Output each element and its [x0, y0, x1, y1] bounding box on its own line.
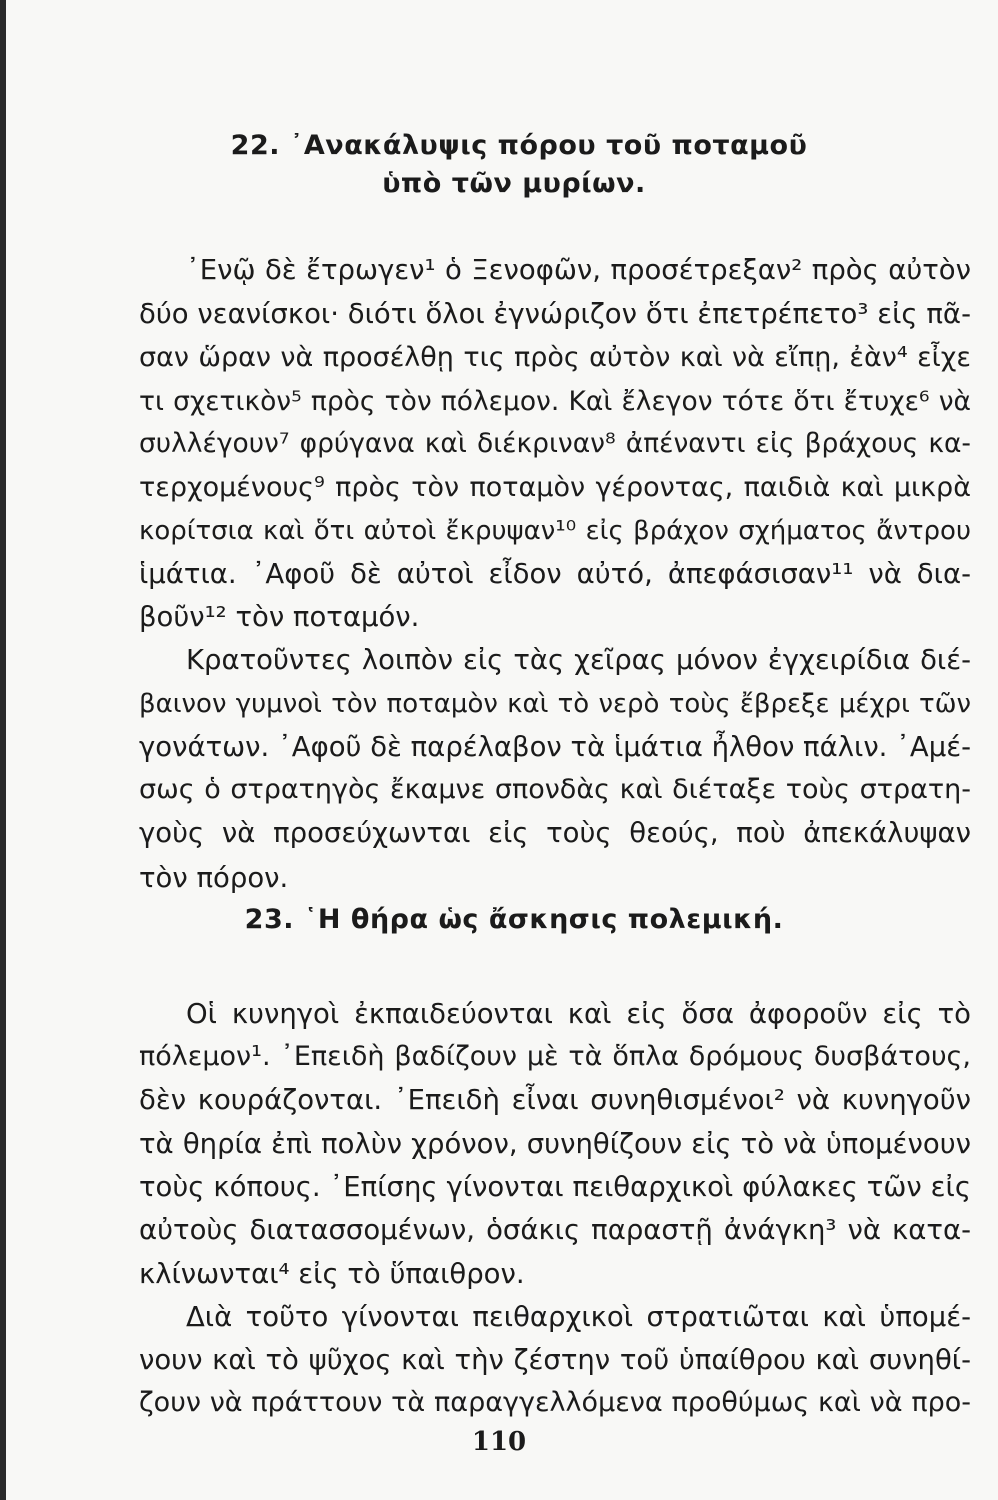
text-line: Διὰ τοῦτο γίνονται πειθαρχικοὶ στρατιῶται καὶ ὑπομέ- — [186, 1301, 971, 1333]
text-line: κλίνωνται⁴ εἰς τὸ ὕπαιθρον. — [139, 1258, 525, 1290]
text-line: βοῦν¹² τὸν ποταμόν. — [139, 601, 420, 633]
text-line: τερχομένους⁹ πρὸς τὸν ποταμὸν γέροντας, παιδιὰ καὶ μικρὰ — [139, 472, 971, 503]
text-line: σαν ὥραν νὰ προσέλθῃ τις πρὸς αὐτὸν καὶ νὰ εἴπῃ, ἐὰν⁴ εἶχε — [139, 342, 971, 373]
section-22-title-line-2: ὑπὸ τῶν μυρίων. — [382, 168, 646, 199]
text-line: δὲν κουράζονται. ᾿Επειδὴ εἶναι συνηθισμένοι² νὰ κυνηγοῦν — [139, 1084, 971, 1116]
text-line: αὐτοὺς διατασσομένων, ὁσάκις παραστῇ ἀνάγκη³ νὰ κατα- — [139, 1214, 971, 1246]
text-line: τι σχετικὸν⁵ πρὸς τὸν πόλεμον. Καὶ ἔλεγον τότε ὅτι ἔτυχε⁶ νὰ — [139, 386, 971, 417]
text-line: γοὺς νὰ προσεύχωνται εἰς τοὺς θεούς, ποὺ ἀπεκάλυψαν — [139, 817, 971, 849]
page-edge-shadow — [0, 0, 6, 1500]
text-line: νουν καὶ τὸ ψῦχος καὶ τὴν ζέστην τοῦ ὑπαίθρου καὶ συνηθί- — [139, 1344, 971, 1376]
text-line: πόλεμον¹. ᾿Επειδὴ βαδίζουν μὲ τὰ ὅπλα δρόμους δυσβάτους, — [139, 1041, 971, 1072]
section-22-title-line-1: 22. ᾿Ανακάλυψις πόρου τοῦ ποταμοῦ — [230, 130, 808, 161]
text-line: γονάτων. ᾿Αφοῦ δὲ παρέλαβον τὰ ἱμάτια ἦλθον πάλιν. ᾿Αμέ- — [139, 731, 972, 763]
text-line: ἱμάτια. ᾿Αφοῦ δὲ αὐτοὶ εἶδον αὐτό, ἀπεφάσισαν¹¹ νὰ δια- — [139, 558, 971, 590]
text-line: δύο νεανίσκοι· διότι ὅλοι ἐγνώριζον ὅτι ἐπετρέπετο³ εἰς πᾶ- — [139, 298, 971, 330]
text-line: Κρατοῦντες λοιπὸν εἰς τὰς χεῖρας μόνον ἐγχειρίδια διέ- — [186, 644, 971, 676]
text-line: ζουν νὰ πράττουν τὰ παραγγελλόμενα προθύμως καὶ νὰ προ- — [139, 1387, 971, 1418]
text-line: τὰ θηρία ἐπὶ πολὺν χρόνον, συνηθίζουν εἰς τὸ νὰ ὑπομένουν — [139, 1128, 971, 1160]
text-line: συλλέγουν⁷ φρύγανα καὶ διέκριναν⁸ ἀπέναντι εἰς βράχους κα- — [139, 428, 971, 459]
text-line: ᾿Ενῷ δὲ ἔτρωγεν¹ ὁ Ξενοφῶν, προσέτρεξαν² πρὸς αὐτὸν — [186, 254, 971, 286]
text-line: σως ὁ στρατηγὸς ἔκαμνε σπονδὰς καὶ διέταξε τοὺς στρατη- — [139, 774, 971, 805]
text-line: τοὺς κόπους. ᾿Επίσης γίνονται πειθαρχικοὶ φύλακες τῶν εἰς — [139, 1171, 971, 1203]
text-line: κορίτσια καὶ ὅτι αὐτοὶ ἔκρυψαν¹⁰ εἰς βράχον σχήματος ἄντρου — [139, 516, 971, 546]
page-number: 110 — [471, 1427, 527, 1457]
section-23-title: 23. ῾Η θήρα ὡς ἄσκησις πολεμική. — [244, 904, 784, 935]
text-line: Οἱ κυνηγοὶ ἐκπαιδεύονται καὶ εἰς ὅσα ἀφοροῦν εἰς τὸ — [186, 998, 971, 1030]
text-line: βαινον γυμνοὶ τὸν ποταμὸν καὶ τὸ νερὸ τοὺς ἔβρεξε μέχρι τῶν — [139, 689, 971, 719]
text-line: τὸν πόρον. — [139, 862, 289, 894]
